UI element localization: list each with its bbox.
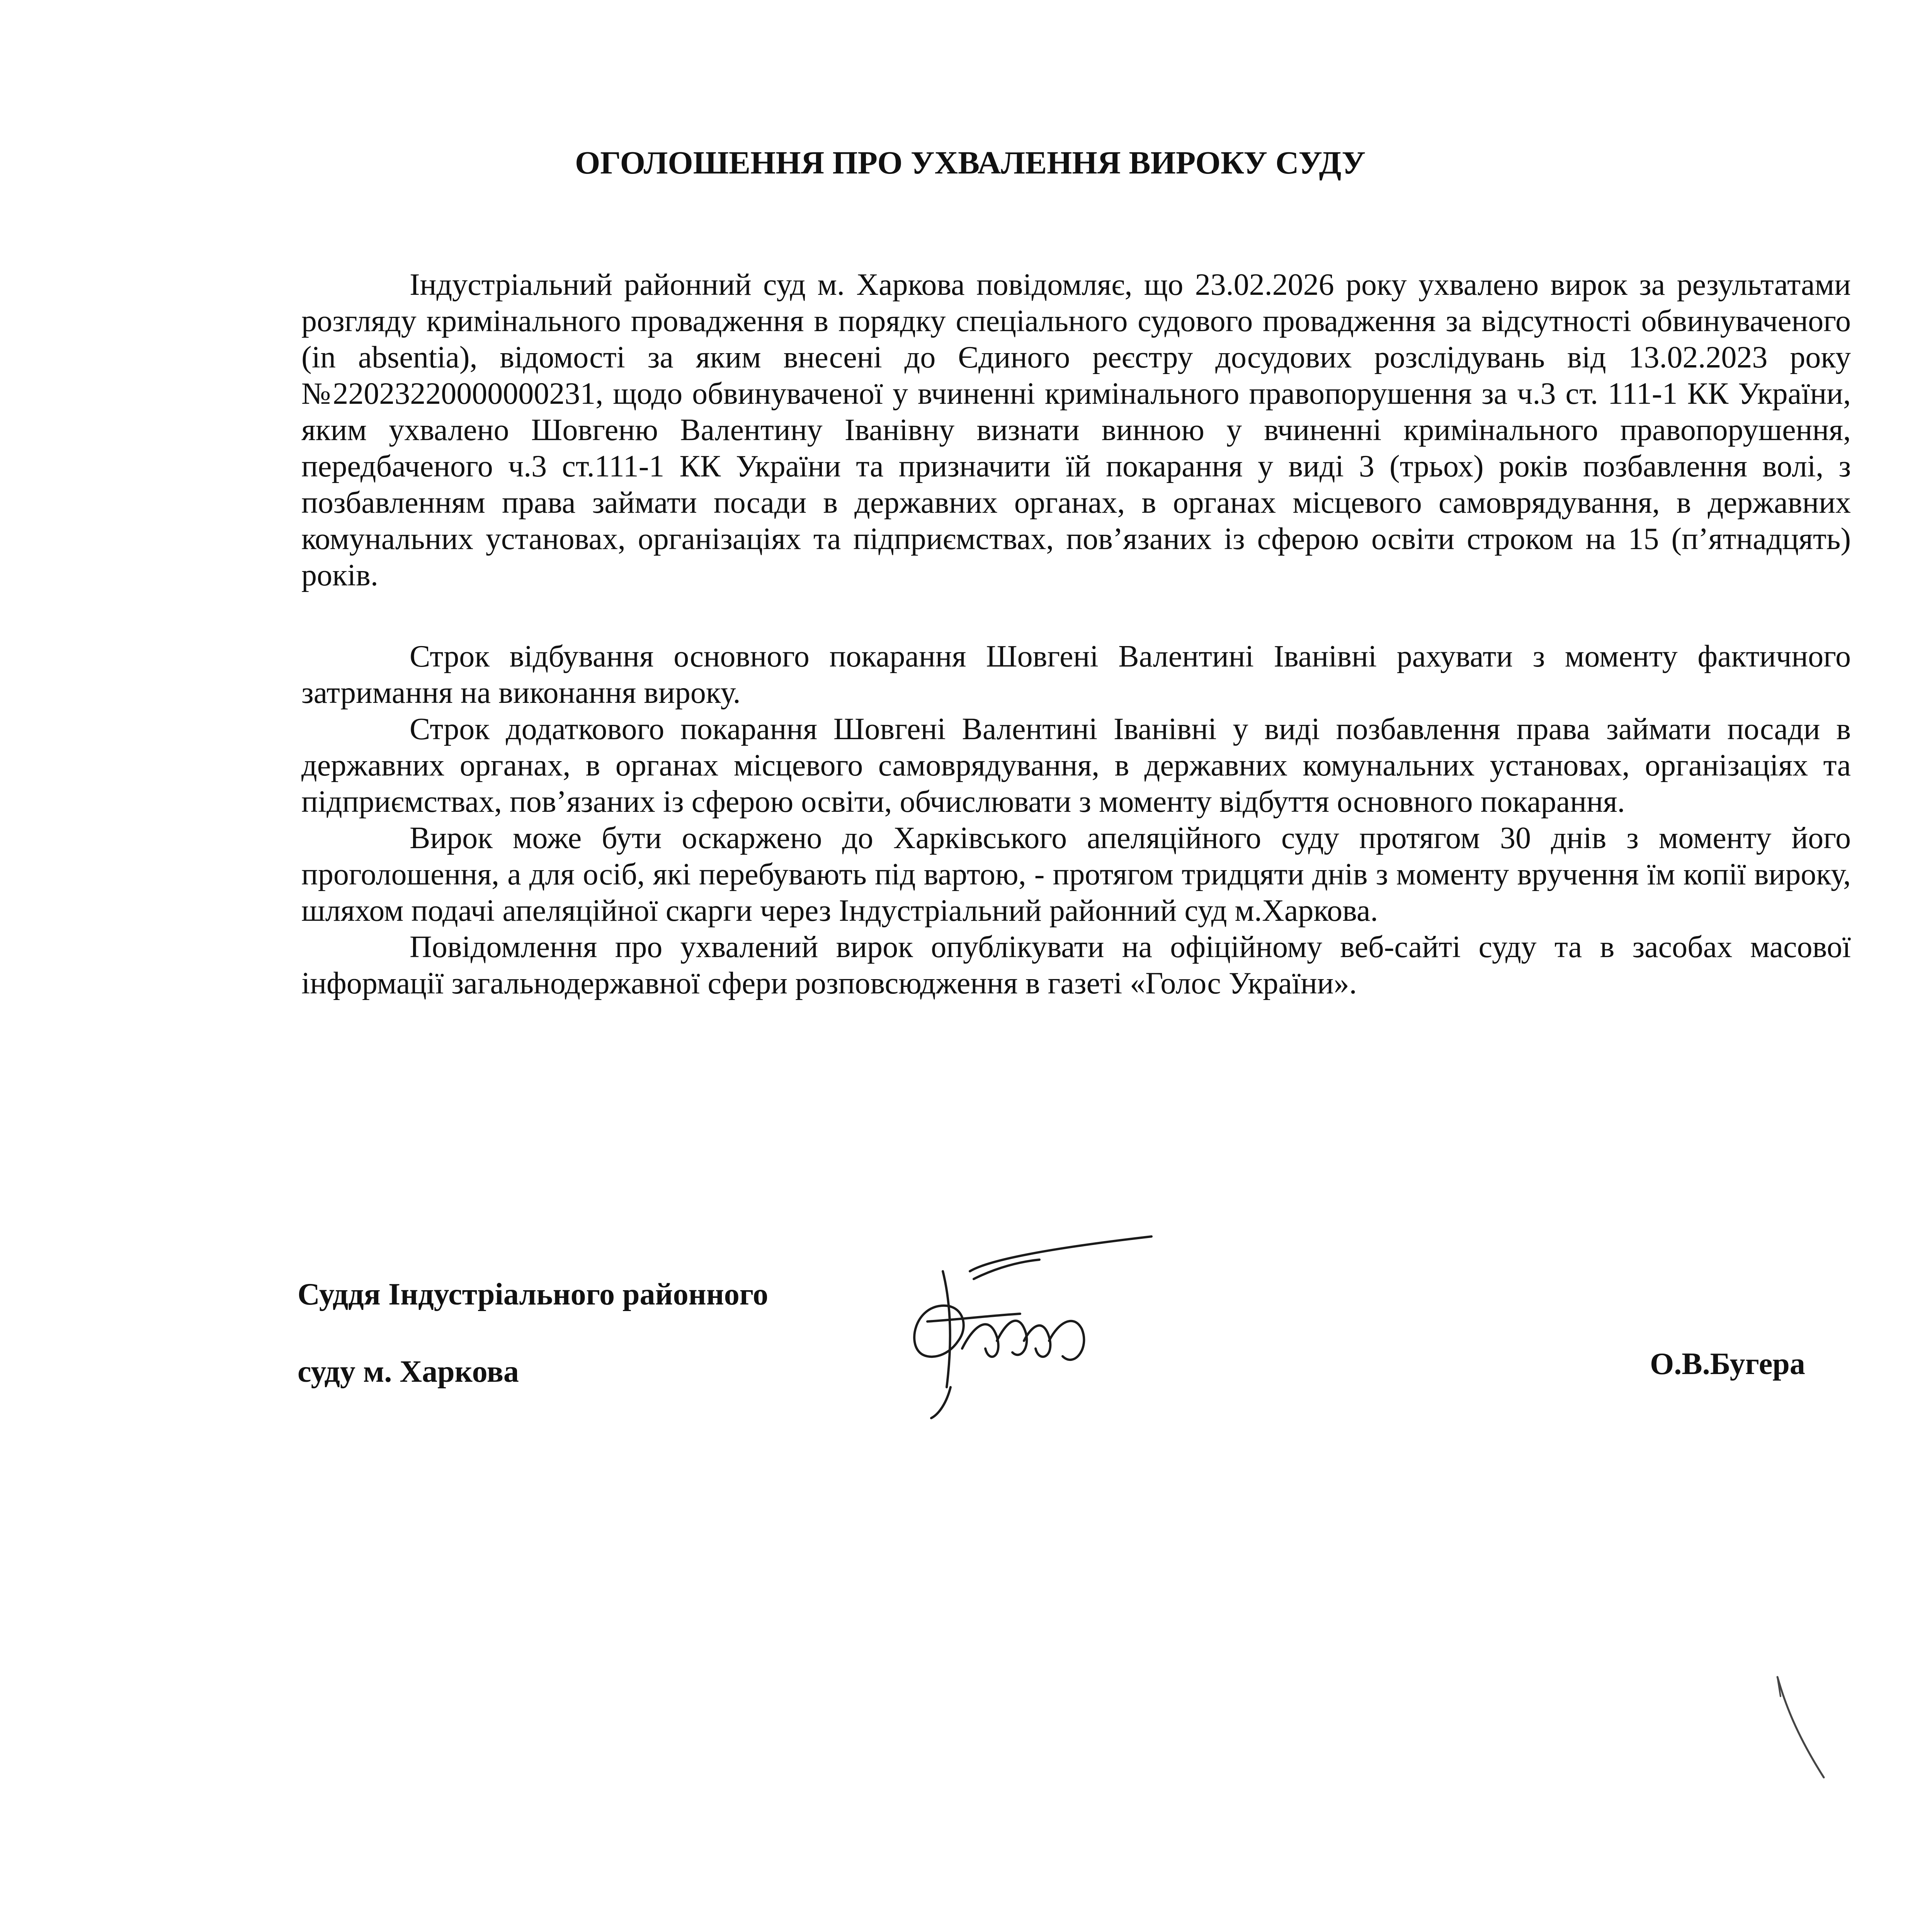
signature-block xyxy=(298,1275,768,1391)
paragraph-announcement: Індустріальний районний суд м. Харкова повідомляє, що 23.02.2026 року ухвалено вирок за результатами розгляду кримінального провадження в порядку спеціального судового провадження за відсутності обвинуваченого (in absentia), відомості за яким внесені до Єдиного реєстру досудових розслідувань від 13.02.2023 року №22023220000000231, щодо обвинуваченої у вчиненні кримінального правопорушення за ч.3 ст. 111-1 КК України, яким ухвалено Шовгеню Валентину Іванівну визнати винною у вчиненні кримінального правопорушення, передбаченого ч.3 ст.111-1 КК України та призначити їй покарання у виді 3 (трьох) років позбавлення волі, з позбавленням права займати посади в державних органах, в органах місцевого самоврядування, в державних комунальних установах, організаціях та підприємствах, пов’язаних із сферою освіти строком на 15 (п’ятнадцять) років. xyxy=(301,268,1851,592)
document-title: ОГОЛОШЕННЯ ПРО УХВАЛЕННЯ ВИРОКУ СУДУ xyxy=(575,145,1366,181)
handwritten-signature xyxy=(873,1225,1159,1426)
judge-title-line2: суду м. Харкова xyxy=(298,1355,519,1389)
document-body xyxy=(301,267,1851,1002)
judge-name: О.В.Бугера xyxy=(1650,1347,1805,1381)
paragraph-main-sentence-term: Строк відбування основного покарання Шовгені Валентині Іванівні рахувати з моменту фактичного затримання на виконання вироку. xyxy=(301,639,1851,710)
paragraph-appeal: Вирок може бути оскаржено до Харківського апеляційного суду протягом 30 днів з моменту його проголошення, а для осіб, які перебувають під вартою, - протягом тридцяти днів з моменту вручення їм копії вироку, шляхом подачі апеляційної скарги через Індустріальний районний суд м.Харкова. xyxy=(301,821,1851,928)
judge-title-line1: Суддя Індустріального районного xyxy=(298,1277,769,1311)
paragraph-publication: Повідомлення про ухвалений вирок опублікувати на офіційному веб-сайті суду та в засобах масової інформації загальнодержавної сфери розповсюдження в газеті «Голос України». xyxy=(301,930,1851,1000)
scan-artifact-mark xyxy=(1770,1673,1832,1781)
paragraph-additional-sentence-term: Строк додаткового покарання Шовгені Валентині Іванівні у виді позбавлення права займати посади в державних органах, в органах місцевого самоврядування, в державних комунальних установах, організаціях та підприємствах, пов’язаних із сферою освіти, обчислювати з моменту відбуття основного покарання. xyxy=(301,712,1851,819)
